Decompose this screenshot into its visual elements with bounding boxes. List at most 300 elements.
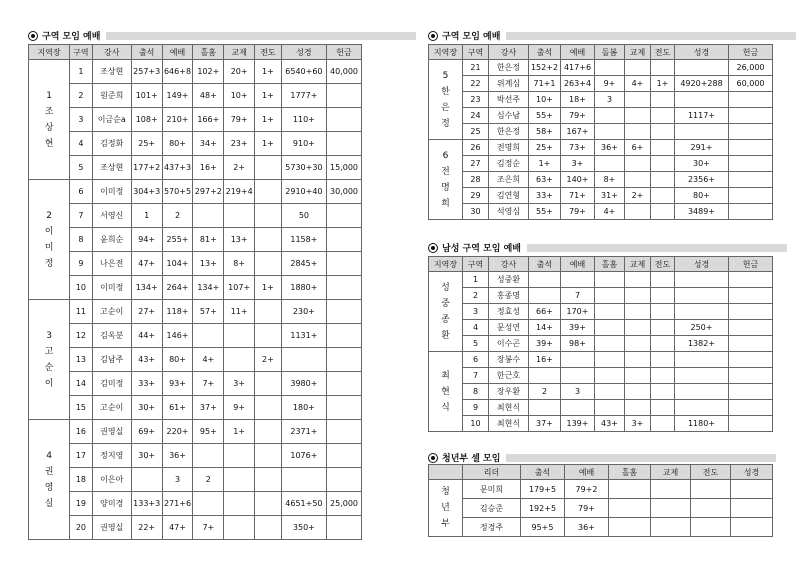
table-cell bbox=[729, 108, 773, 124]
table-cell: 1+ bbox=[529, 156, 561, 172]
table-cell bbox=[729, 384, 773, 400]
column-header: 성경 bbox=[675, 257, 729, 272]
table-cell: 47+ bbox=[131, 252, 162, 276]
table-cell: 33+ bbox=[529, 188, 561, 204]
table-cell bbox=[595, 124, 625, 140]
table-cell: 1+ bbox=[651, 76, 675, 92]
table-cell bbox=[255, 252, 282, 276]
table-row bbox=[29, 180, 362, 204]
table-cell bbox=[729, 156, 773, 172]
table-cell: 13+ bbox=[193, 252, 224, 276]
table-cell: 조은희 bbox=[489, 172, 529, 188]
table-cell bbox=[224, 204, 255, 228]
table-cell bbox=[255, 180, 282, 204]
table-cell: 20+ bbox=[224, 60, 255, 84]
table-cell: 박선주 bbox=[489, 92, 529, 108]
group-leader-cell bbox=[429, 272, 463, 352]
table-cell: 양미경 bbox=[92, 492, 131, 516]
table-cell bbox=[224, 468, 255, 492]
group-leader-char: 정 bbox=[44, 258, 54, 269]
table-cell: 437+3 bbox=[162, 156, 193, 180]
table-cell: 3+ bbox=[224, 372, 255, 396]
table-cell bbox=[651, 272, 675, 288]
table-cell: 7 bbox=[561, 288, 595, 304]
table-cell: 30 bbox=[463, 204, 489, 220]
group-leader-char: 명 bbox=[441, 182, 450, 193]
table-cell bbox=[255, 300, 282, 324]
table-cell: 80+ bbox=[162, 132, 193, 156]
table-row bbox=[429, 336, 773, 352]
table-cell: 257+3 bbox=[131, 60, 162, 84]
table-cell: 104+ bbox=[162, 252, 193, 276]
table-row bbox=[429, 499, 773, 518]
table-cell: 3 bbox=[162, 468, 193, 492]
table-cell: 15 bbox=[70, 396, 93, 420]
table-cell: 31+ bbox=[595, 188, 625, 204]
table-cell: 서영신 bbox=[92, 204, 131, 228]
table-cell bbox=[327, 396, 362, 420]
table-cell: 1 bbox=[70, 60, 93, 84]
table-cell bbox=[651, 480, 691, 499]
table-cell: 39+ bbox=[561, 320, 595, 336]
table-cell bbox=[327, 348, 362, 372]
table-cell: 110+ bbox=[281, 108, 326, 132]
table-cell: 1076+ bbox=[281, 444, 326, 468]
table-cell: 2356+ bbox=[675, 172, 729, 188]
group-leader-char: 전 bbox=[441, 166, 450, 177]
table-cell: 9 bbox=[463, 400, 489, 416]
column-header: 지역장 bbox=[429, 45, 463, 60]
table-cell: 8+ bbox=[224, 252, 255, 276]
table-row bbox=[429, 92, 773, 108]
column-header: 홀홈 bbox=[595, 257, 625, 272]
column-header: 출석 bbox=[529, 257, 561, 272]
table-row bbox=[429, 60, 773, 76]
table-cell bbox=[255, 420, 282, 444]
group-leader-char: 5 bbox=[442, 70, 449, 81]
table-cell bbox=[224, 444, 255, 468]
group-leader-char: 6 bbox=[442, 150, 449, 161]
table-cell bbox=[625, 384, 651, 400]
table-cell bbox=[255, 516, 282, 540]
table-row bbox=[429, 76, 773, 92]
table-cell: 1+ bbox=[255, 84, 282, 108]
table-cell bbox=[255, 156, 282, 180]
table-cell bbox=[224, 516, 255, 540]
right2-table bbox=[428, 256, 773, 432]
table-cell: 80+ bbox=[162, 348, 193, 372]
table-cell: 60,000 bbox=[729, 76, 773, 92]
column-header: 성경 bbox=[281, 45, 326, 60]
table-row bbox=[429, 352, 773, 368]
table-cell: 19 bbox=[70, 492, 93, 516]
table-cell bbox=[529, 272, 561, 288]
group-leader-char: 부 bbox=[441, 519, 450, 529]
table-cell: 이미정 bbox=[92, 276, 131, 300]
table-cell bbox=[255, 444, 282, 468]
table-cell bbox=[625, 320, 651, 336]
table-cell: 4651+50 bbox=[281, 492, 326, 516]
table-cell bbox=[691, 518, 731, 537]
table-cell bbox=[255, 204, 282, 228]
table-cell: 28 bbox=[463, 172, 489, 188]
table-cell: 최현식 bbox=[489, 416, 529, 432]
table-cell: 81+ bbox=[193, 228, 224, 252]
table-row bbox=[29, 60, 362, 84]
table-cell bbox=[609, 480, 651, 499]
table-cell: 25+ bbox=[131, 132, 162, 156]
table-row bbox=[29, 348, 362, 372]
table-row bbox=[29, 252, 362, 276]
title-bar bbox=[506, 454, 776, 462]
table-cell: 김승준 bbox=[463, 499, 521, 518]
table-cell: 8 bbox=[463, 384, 489, 400]
column-header: 교제 bbox=[224, 45, 255, 60]
table-cell: 14 bbox=[70, 372, 93, 396]
table-row bbox=[29, 396, 362, 420]
group-leader-char: 성 bbox=[441, 282, 450, 293]
table-cell bbox=[651, 384, 675, 400]
table-cell bbox=[595, 368, 625, 384]
table-cell: 25 bbox=[463, 124, 489, 140]
table-cell: 36+ bbox=[565, 518, 609, 537]
table-cell: 10+ bbox=[224, 84, 255, 108]
table-cell: 4 bbox=[70, 132, 93, 156]
table-cell bbox=[327, 444, 362, 468]
table-cell bbox=[595, 336, 625, 352]
table-cell: 한근호 bbox=[489, 368, 529, 384]
circle-bullet-icon bbox=[428, 453, 438, 463]
table-cell: 위계심 bbox=[489, 76, 529, 92]
table-cell: 95+5 bbox=[521, 518, 565, 537]
table-cell: 180+ bbox=[281, 396, 326, 420]
table-cell bbox=[675, 60, 729, 76]
table-cell bbox=[529, 288, 561, 304]
table-cell: 48+ bbox=[193, 84, 224, 108]
table-cell bbox=[595, 320, 625, 336]
group-leader-char: 희 bbox=[441, 198, 450, 209]
group-leader-char: 조 bbox=[44, 106, 54, 117]
table-cell: 조상현 bbox=[92, 60, 131, 84]
table-row bbox=[429, 480, 773, 499]
table-cell bbox=[729, 368, 773, 384]
column-header: 전도 bbox=[651, 45, 675, 60]
table-cell: 61+ bbox=[162, 396, 193, 420]
table-cell bbox=[675, 288, 729, 304]
table-cell: 134+ bbox=[131, 276, 162, 300]
table-cell: 22+ bbox=[131, 516, 162, 540]
table-cell: 220+ bbox=[162, 420, 193, 444]
column-header: 강사 bbox=[489, 257, 529, 272]
group-leader-char: 식 bbox=[441, 402, 450, 413]
table-cell bbox=[651, 320, 675, 336]
table-cell bbox=[651, 156, 675, 172]
group-leader-char: 현 bbox=[44, 138, 54, 149]
table-cell: 11+ bbox=[224, 300, 255, 324]
table-cell: 29 bbox=[463, 188, 489, 204]
table-cell: 63+ bbox=[529, 172, 561, 188]
table-cell: 15,000 bbox=[327, 156, 362, 180]
table-cell bbox=[327, 228, 362, 252]
group-leader-char: 환 bbox=[441, 330, 450, 341]
table-cell: 3980+ bbox=[281, 372, 326, 396]
group-leader-char: 실 bbox=[44, 498, 54, 509]
table-cell bbox=[595, 288, 625, 304]
table-cell bbox=[651, 140, 675, 156]
table-cell: 149+ bbox=[162, 84, 193, 108]
header-row bbox=[429, 257, 773, 272]
column-header: 예배 bbox=[561, 257, 595, 272]
table-cell bbox=[609, 518, 651, 537]
table-cell: 16+ bbox=[529, 352, 561, 368]
table-cell: 179+5 bbox=[521, 480, 565, 499]
column-header: 헌금 bbox=[729, 257, 773, 272]
table-row bbox=[429, 108, 773, 124]
table-cell bbox=[625, 272, 651, 288]
right2-section-title: 남성 구역 모임 예배 bbox=[428, 241, 787, 254]
table-cell bbox=[595, 272, 625, 288]
table-cell bbox=[729, 320, 773, 336]
table-cell: 김남주 bbox=[92, 348, 131, 372]
table-cell: 최현식 bbox=[489, 400, 529, 416]
table-cell: 10 bbox=[463, 416, 489, 432]
table-cell bbox=[561, 368, 595, 384]
column-header: 구역 bbox=[463, 45, 489, 60]
title-bar bbox=[506, 32, 796, 40]
group-leader-char: 고 bbox=[44, 346, 54, 357]
table-cell: 10+ bbox=[529, 92, 561, 108]
table-cell: 69+ bbox=[131, 420, 162, 444]
table-cell: 2845+ bbox=[281, 252, 326, 276]
table-cell bbox=[327, 84, 362, 108]
table-row bbox=[29, 444, 362, 468]
table-cell: 4920+288 bbox=[675, 76, 729, 92]
table-cell: 1+ bbox=[255, 108, 282, 132]
table-cell: 66+ bbox=[529, 304, 561, 320]
table-cell: 고순이 bbox=[92, 396, 131, 420]
table-row bbox=[29, 228, 362, 252]
column-header: 헌금 bbox=[729, 45, 773, 60]
column-header bbox=[429, 465, 463, 480]
table-cell bbox=[224, 492, 255, 516]
column-header: 교제 bbox=[625, 257, 651, 272]
table-cell: 58+ bbox=[529, 124, 561, 140]
right1-table bbox=[428, 44, 773, 220]
table-cell: 7 bbox=[463, 368, 489, 384]
column-header: 출석 bbox=[131, 45, 162, 60]
table-cell: 79+ bbox=[224, 108, 255, 132]
table-cell bbox=[675, 384, 729, 400]
table-cell: 2 bbox=[70, 84, 93, 108]
table-cell: 1880+ bbox=[281, 276, 326, 300]
table-cell: 2 bbox=[162, 204, 193, 228]
table-cell bbox=[281, 468, 326, 492]
table-cell bbox=[625, 92, 651, 108]
table-row bbox=[429, 416, 773, 432]
table-cell bbox=[651, 204, 675, 220]
table-cell bbox=[691, 480, 731, 499]
group-leader-char: 중 bbox=[441, 298, 450, 309]
table-cell bbox=[327, 108, 362, 132]
title-bar bbox=[106, 32, 416, 40]
group-leader-char: 상 bbox=[44, 122, 54, 133]
table-cell: 3489+ bbox=[675, 204, 729, 220]
table-cell: 34+ bbox=[193, 132, 224, 156]
table-cell: 101+ bbox=[131, 84, 162, 108]
table-cell: 9+ bbox=[595, 76, 625, 92]
header-row bbox=[429, 45, 773, 60]
table-cell: 57+ bbox=[193, 300, 224, 324]
table-cell: 심수남 bbox=[489, 108, 529, 124]
column-header: 성경 bbox=[675, 45, 729, 60]
table-cell: 2910+40 bbox=[281, 180, 326, 204]
table-cell: 3 bbox=[595, 92, 625, 108]
table-cell bbox=[731, 499, 773, 518]
table-cell: 16+ bbox=[193, 156, 224, 180]
table-cell bbox=[729, 188, 773, 204]
group-leader-char: 순 bbox=[44, 362, 54, 373]
table-cell bbox=[729, 92, 773, 108]
table-row bbox=[429, 518, 773, 537]
table-cell bbox=[224, 348, 255, 372]
table-cell: 910+ bbox=[281, 132, 326, 156]
table-cell bbox=[729, 400, 773, 416]
table-cell: 조상현 bbox=[92, 156, 131, 180]
group-leader-cell bbox=[29, 60, 70, 180]
column-header: 리더 bbox=[463, 465, 521, 480]
table-cell: 79+2 bbox=[565, 480, 609, 499]
table-cell: 25,000 bbox=[327, 492, 362, 516]
table-cell: 79+ bbox=[565, 499, 609, 518]
table-cell: 17 bbox=[70, 444, 93, 468]
table-row bbox=[429, 384, 773, 400]
table-cell: 3+ bbox=[625, 416, 651, 432]
table-cell: 고순이 bbox=[92, 300, 131, 324]
column-header: 지역장 bbox=[429, 257, 463, 272]
table-cell bbox=[255, 228, 282, 252]
table-cell: 9 bbox=[70, 252, 93, 276]
table-cell: 350+ bbox=[281, 516, 326, 540]
table-cell: 13+ bbox=[224, 228, 255, 252]
table-row bbox=[29, 132, 362, 156]
table-cell: 24 bbox=[463, 108, 489, 124]
table-cell bbox=[595, 400, 625, 416]
table-cell: 이은아 bbox=[92, 468, 131, 492]
table-cell: 4+ bbox=[193, 348, 224, 372]
table-cell: 1180+ bbox=[675, 416, 729, 432]
table-cell bbox=[625, 124, 651, 140]
table-cell bbox=[651, 108, 675, 124]
table-cell bbox=[729, 416, 773, 432]
group-leader-char: 이 bbox=[44, 226, 54, 237]
right1-section-title: 구역 모임 예배 bbox=[428, 29, 796, 42]
table-cell: 107+ bbox=[224, 276, 255, 300]
table-cell: 권영실 bbox=[92, 516, 131, 540]
table-cell: 10 bbox=[70, 276, 93, 300]
table-cell: 문성연 bbox=[489, 320, 529, 336]
table-cell: 417+6 bbox=[561, 60, 595, 76]
table-cell: 18+ bbox=[561, 92, 595, 108]
table-cell bbox=[651, 499, 691, 518]
group-leader-char: 현 bbox=[441, 386, 450, 397]
table-cell bbox=[327, 204, 362, 228]
table-row bbox=[429, 140, 773, 156]
table-row bbox=[429, 272, 773, 288]
group-leader-char: 정 bbox=[441, 118, 450, 129]
table-cell: 80+ bbox=[675, 188, 729, 204]
table-cell: 33+ bbox=[131, 372, 162, 396]
table-cell: 27+ bbox=[131, 300, 162, 324]
table-cell: 152+2 bbox=[529, 60, 561, 76]
table-cell: 79+ bbox=[561, 108, 595, 124]
table-cell: 김미정 bbox=[92, 372, 131, 396]
table-cell bbox=[327, 468, 362, 492]
column-header: 예배 bbox=[162, 45, 193, 60]
table-cell bbox=[651, 288, 675, 304]
table-cell: 정효성 bbox=[489, 304, 529, 320]
table-cell: 140+ bbox=[561, 172, 595, 188]
table-cell bbox=[651, 188, 675, 204]
table-cell bbox=[651, 172, 675, 188]
table-cell bbox=[595, 108, 625, 124]
table-cell: 6+ bbox=[625, 140, 651, 156]
table-cell bbox=[224, 324, 255, 348]
header-row bbox=[429, 465, 773, 480]
table-cell: 1+ bbox=[255, 60, 282, 84]
column-header: 예배 bbox=[561, 45, 595, 60]
table-cell: 장봉수 bbox=[489, 352, 529, 368]
column-header: 성경 bbox=[731, 465, 773, 480]
table-row bbox=[29, 156, 362, 180]
group-leader-char: 영 bbox=[44, 482, 54, 493]
table-cell bbox=[327, 252, 362, 276]
table-cell: 권영실 bbox=[92, 420, 131, 444]
table-row bbox=[29, 492, 362, 516]
column-header: 전도 bbox=[691, 465, 731, 480]
table-cell: 134+ bbox=[193, 276, 224, 300]
table-cell: 255+ bbox=[162, 228, 193, 252]
title-bar bbox=[527, 244, 787, 252]
table-cell: 1382+ bbox=[675, 336, 729, 352]
table-cell: 문미희 bbox=[463, 480, 521, 499]
table-cell bbox=[651, 518, 691, 537]
table-cell bbox=[675, 272, 729, 288]
table-cell: 93+ bbox=[162, 372, 193, 396]
column-header: 강사 bbox=[92, 45, 131, 60]
table-cell: 한은정 bbox=[489, 60, 529, 76]
table-cell bbox=[327, 372, 362, 396]
table-cell bbox=[561, 400, 595, 416]
table-cell: 김정순 bbox=[489, 156, 529, 172]
table-cell: 2 bbox=[463, 288, 489, 304]
table-cell bbox=[595, 156, 625, 172]
table-cell: 정지영 bbox=[92, 444, 131, 468]
group-leader-char: 종 bbox=[441, 314, 450, 325]
table-cell bbox=[691, 499, 731, 518]
table-cell bbox=[729, 124, 773, 140]
table-cell: 139+ bbox=[561, 416, 595, 432]
table-cell bbox=[327, 324, 362, 348]
table-cell: 1131+ bbox=[281, 324, 326, 348]
table-cell: 263+4 bbox=[561, 76, 595, 92]
column-header: 돌봄 bbox=[595, 45, 625, 60]
table-cell: 석영심 bbox=[489, 204, 529, 220]
table-cell: 79+ bbox=[561, 204, 595, 220]
table-cell bbox=[675, 124, 729, 140]
table-cell bbox=[255, 492, 282, 516]
table-cell: 167+ bbox=[561, 124, 595, 140]
table-cell: 6 bbox=[70, 180, 93, 204]
